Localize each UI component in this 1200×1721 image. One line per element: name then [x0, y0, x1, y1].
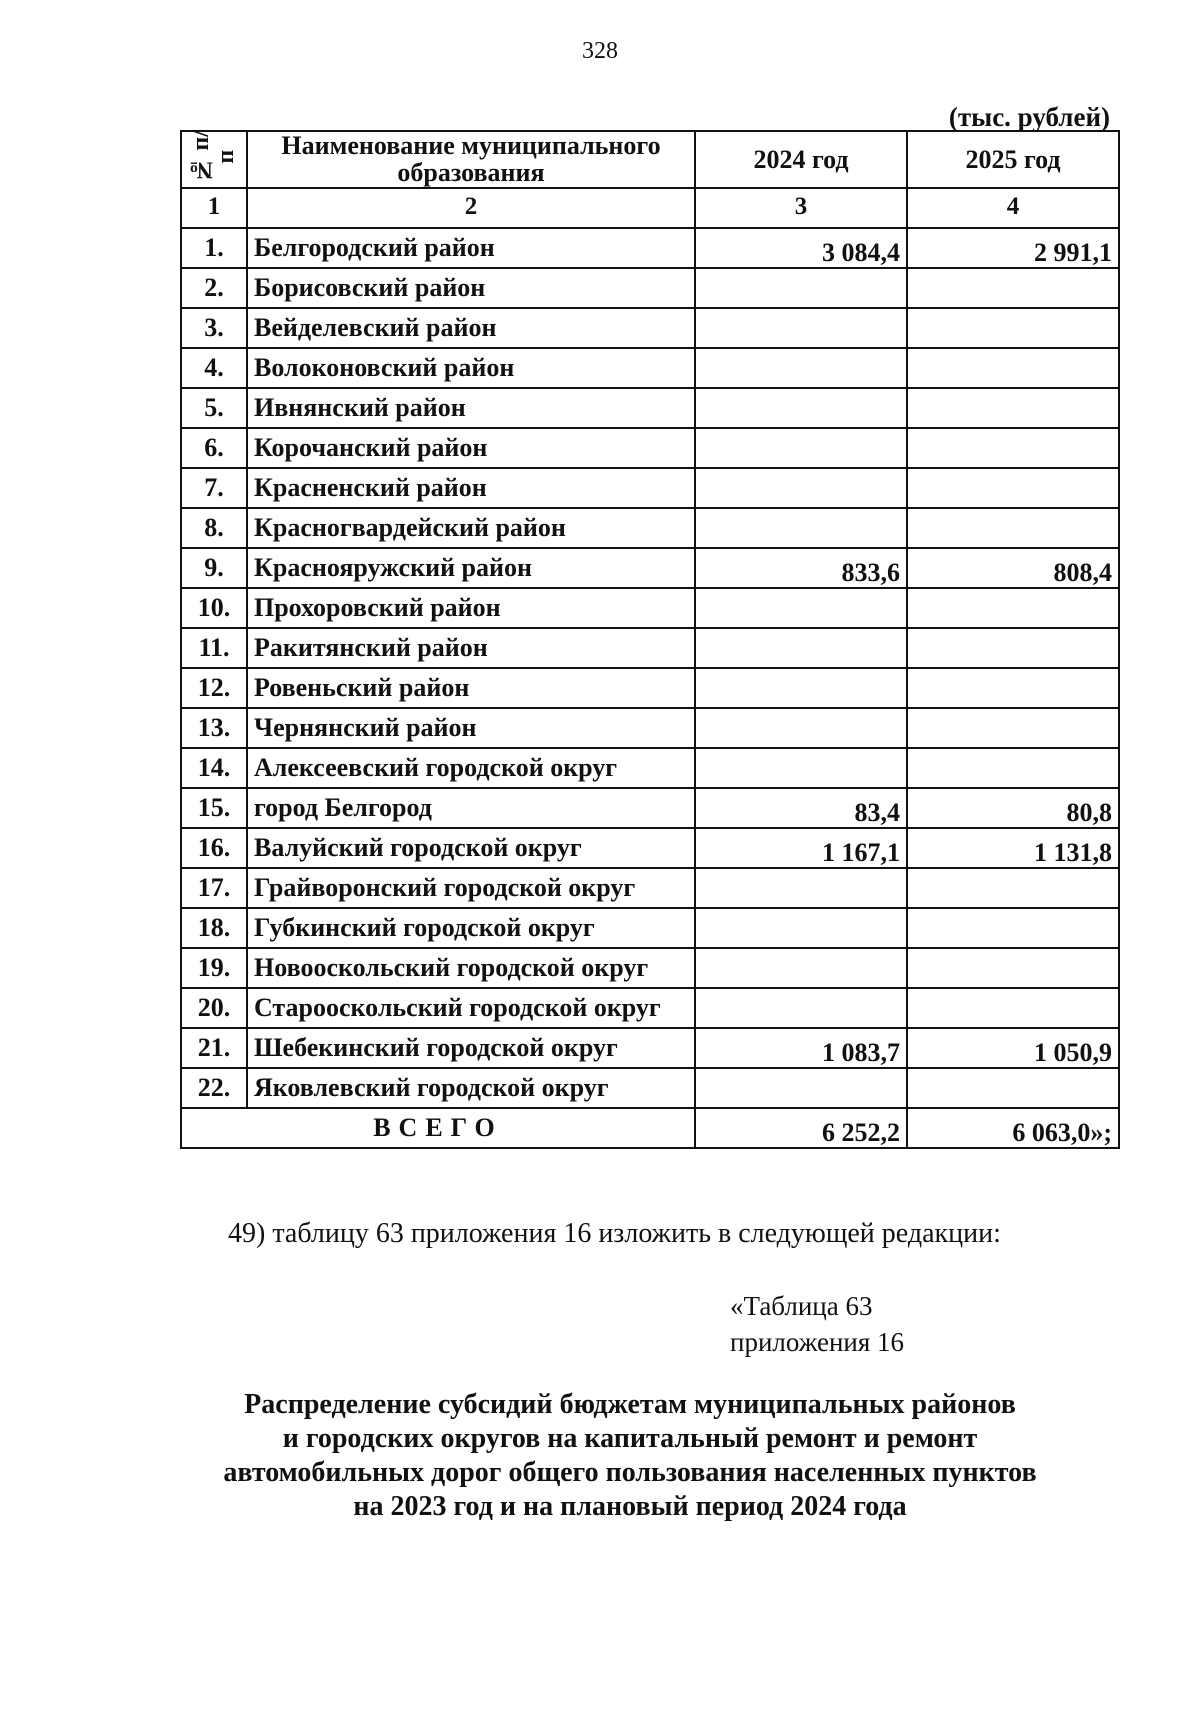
- row-number: 14.: [181, 748, 247, 788]
- row-value-2024: 1 167,1: [695, 828, 907, 868]
- row-name: Борисовский район: [247, 268, 695, 308]
- table-row: [181, 628, 1119, 668]
- row-value-2025: [907, 708, 1119, 748]
- row-name: Красненский район: [247, 468, 695, 508]
- caption-line: «Таблица 63: [730, 1291, 873, 1321]
- table-row: [181, 708, 1119, 748]
- row-value-2025: 2 991,1: [907, 228, 1119, 268]
- table-row: [181, 228, 1119, 268]
- row-name: Шебекинский городской округ: [247, 1028, 695, 1068]
- row-value-2024: [695, 428, 907, 468]
- row-value-2024: [695, 508, 907, 548]
- row-value-2025: [907, 908, 1119, 948]
- table-row: [181, 868, 1119, 908]
- row-name: Красногвардейский район: [247, 508, 695, 548]
- row-value-2024: [695, 308, 907, 348]
- page-number: 328: [582, 38, 618, 64]
- table-row: [181, 748, 1119, 788]
- row-number: 2.: [181, 268, 247, 308]
- amendment-instruction: 49) таблицу 63 приложения 16 изложить в следующей редакции:: [228, 1218, 1001, 1249]
- title-line: автомобильных дорог общего пользования населенных пунктов: [223, 1457, 1037, 1488]
- row-value-2025: [907, 668, 1119, 708]
- table-header-row: [181, 131, 1119, 188]
- row-value-2025: [907, 308, 1119, 348]
- row-number: 11.: [181, 628, 247, 668]
- header-2024: 2024 год: [695, 131, 907, 188]
- row-number: 5.: [181, 388, 247, 428]
- total-row: [181, 1108, 1119, 1148]
- row-number: 1.: [181, 228, 247, 268]
- header-2025: 2025 год: [907, 131, 1119, 188]
- table-row: [181, 468, 1119, 508]
- row-name: Старооскольский городской округ: [247, 988, 695, 1028]
- row-number: 13.: [181, 708, 247, 748]
- title-line: Распределение субсидий бюджетам муниципальных районов: [244, 1389, 1016, 1420]
- row-value-2024: [695, 708, 907, 748]
- title-line: на 2023 год и на плановый период 2024 года: [353, 1491, 907, 1522]
- row-name: Новооскольский городской округ: [247, 948, 695, 988]
- header-number: [181, 131, 247, 188]
- column-index: 2: [247, 188, 695, 228]
- total-2025: 6 063,0»;: [907, 1108, 1119, 1148]
- row-name: Белгородский район: [247, 228, 695, 268]
- row-value-2025: [907, 748, 1119, 788]
- row-value-2025: [907, 508, 1119, 548]
- total-label: ВСЕГО: [181, 1108, 695, 1148]
- row-number: 7.: [181, 468, 247, 508]
- table-row: [181, 268, 1119, 308]
- row-name: Ивнянский район: [247, 388, 695, 428]
- table-body: [181, 228, 1119, 1108]
- row-value-2025: [907, 868, 1119, 908]
- row-number: 9.: [181, 548, 247, 588]
- row-name: Валуйский городской округ: [247, 828, 695, 868]
- row-value-2025: [907, 388, 1119, 428]
- table-row: [181, 1028, 1119, 1068]
- total-2024: 6 252,2: [695, 1108, 907, 1148]
- row-value-2025: 1 131,8: [907, 828, 1119, 868]
- row-value-2024: [695, 628, 907, 668]
- row-name: Алексеевский городской округ: [247, 748, 695, 788]
- table-caption: [730, 1288, 904, 1360]
- table-row: [181, 388, 1119, 428]
- row-name: Ровеньский район: [247, 668, 695, 708]
- table-row: [181, 828, 1119, 868]
- row-value-2025: [907, 468, 1119, 508]
- row-value-2025: 808,4: [907, 548, 1119, 588]
- row-value-2025: [907, 268, 1119, 308]
- row-value-2025: [907, 428, 1119, 468]
- row-name: Ракитянский район: [247, 628, 695, 668]
- column-index: 4: [907, 188, 1119, 228]
- row-value-2024: 3 084,4: [695, 228, 907, 268]
- column-index: 3: [695, 188, 907, 228]
- row-name: Вейделевский район: [247, 308, 695, 348]
- row-value-2025: [907, 1068, 1119, 1108]
- row-value-2024: [695, 1068, 907, 1108]
- table-row: [181, 548, 1119, 588]
- section-title: [0, 1388, 1200, 1524]
- row-name: Волоконовский район: [247, 348, 695, 388]
- header-name: Наименование муниципального образования: [247, 131, 695, 188]
- row-number: 3.: [181, 308, 247, 348]
- row-number: 6.: [181, 428, 247, 468]
- row-number: 18.: [181, 908, 247, 948]
- header-number-text: № п/п: [187, 130, 239, 183]
- table-row: [181, 988, 1119, 1028]
- row-name: Грайворонский городской округ: [247, 868, 695, 908]
- row-number: 8.: [181, 508, 247, 548]
- row-value-2024: [695, 988, 907, 1028]
- row-number: 19.: [181, 948, 247, 988]
- row-number: 10.: [181, 588, 247, 628]
- table-row: [181, 508, 1119, 548]
- table-row: [181, 788, 1119, 828]
- row-value-2025: [907, 988, 1119, 1028]
- row-name: Яковлевский городской округ: [247, 1068, 695, 1108]
- row-number: 22.: [181, 1068, 247, 1108]
- row-number: 12.: [181, 668, 247, 708]
- row-value-2024: [695, 668, 907, 708]
- title-line: и городских округов на капитальный ремонт и ремонт: [282, 1423, 978, 1454]
- row-number: 16.: [181, 828, 247, 868]
- row-number: 20.: [181, 988, 247, 1028]
- row-value-2024: [695, 268, 907, 308]
- row-value-2024: [695, 868, 907, 908]
- row-name: Краснояружский район: [247, 548, 695, 588]
- table-row: [181, 908, 1119, 948]
- row-value-2024: 83,4: [695, 788, 907, 828]
- units-label: (тыс. рублей): [948, 102, 1110, 132]
- row-value-2025: [907, 948, 1119, 988]
- row-value-2025: [907, 348, 1119, 388]
- row-name: город Белгород: [247, 788, 695, 828]
- row-value-2025: 80,8: [907, 788, 1119, 828]
- row-value-2025: [907, 628, 1119, 668]
- row-number: 15.: [181, 788, 247, 828]
- column-index: 1: [181, 188, 247, 228]
- row-value-2024: [695, 908, 907, 948]
- row-name: Корочанский район: [247, 428, 695, 468]
- row-value-2024: 833,6: [695, 548, 907, 588]
- row-number: 17.: [181, 868, 247, 908]
- row-name: Чернянский район: [247, 708, 695, 748]
- table-row: [181, 1068, 1119, 1108]
- row-value-2024: [695, 748, 907, 788]
- row-value-2024: [695, 468, 907, 508]
- row-number: 21.: [181, 1028, 247, 1068]
- row-value-2024: [695, 588, 907, 628]
- table-row: [181, 308, 1119, 348]
- table-row: [181, 668, 1119, 708]
- row-value-2025: 1 050,9: [907, 1028, 1119, 1068]
- table-row: [181, 428, 1119, 468]
- row-name: Губкинский городской округ: [247, 908, 695, 948]
- table-row: [181, 588, 1119, 628]
- row-value-2024: [695, 348, 907, 388]
- row-value-2024: [695, 948, 907, 988]
- row-name: Прохоровский район: [247, 588, 695, 628]
- subsidy-table: [180, 130, 1120, 1149]
- row-number: 4.: [181, 348, 247, 388]
- row-value-2024: 1 083,7: [695, 1028, 907, 1068]
- row-value-2025: [907, 588, 1119, 628]
- table-row: [181, 948, 1119, 988]
- row-value-2024: [695, 388, 907, 428]
- table-row: [181, 348, 1119, 388]
- caption-line: приложения 16: [730, 1327, 905, 1357]
- column-index-row: [181, 188, 1119, 228]
